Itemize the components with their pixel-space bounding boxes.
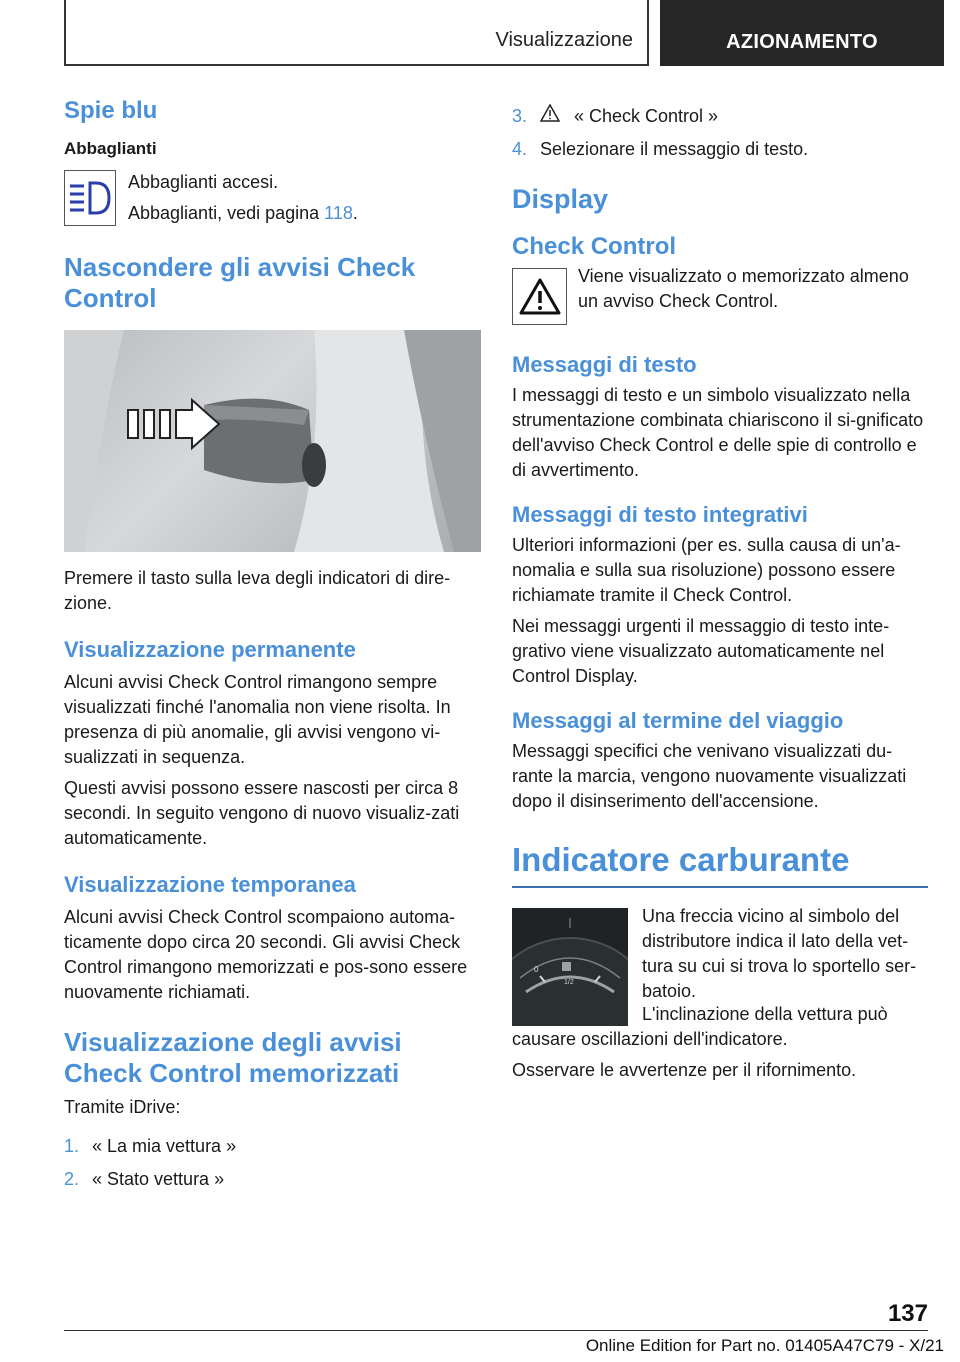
footer-edition: Online Edition for Part no. 01405A47C79 - X/21	[585, 1336, 944, 1355]
header-chapter-label: AZIONAMENTO	[726, 31, 878, 53]
page-link-118[interactable]: 118	[324, 203, 353, 223]
heading-display: Display	[512, 184, 609, 214]
check-control-text: Viene visualizzato o memorizzato almeno un avviso Check Control.	[578, 266, 909, 311]
heading-memorizzati: Visualizzazione degli avvisi Check Control memorizzati	[64, 1027, 402, 1088]
abbaglianti-block: Abbaglianti accesi. Abbaglianti, vedi pagina 118.	[64, 170, 481, 226]
heading-messaggi-testo: Messaggi di testo	[512, 352, 697, 377]
photo-caption: Premere il tasto sulla leva degli indicatori di dire-zione.	[64, 568, 451, 613]
warning-triangle-icon	[512, 268, 567, 325]
header-section-tab	[64, 0, 649, 66]
heading-nascondere: Nascondere gli avvisi Check Control	[64, 252, 416, 313]
fuel-p3: Osservare le avvertenze per il rifornimento.	[512, 1060, 857, 1080]
integrativi-p2: Nei messaggi urgenti il messaggio di testo inte-grativo viene visualizzato automaticamente nel Control Display.	[512, 616, 890, 686]
list-item: 4. Selezionare il messaggio di testo.	[512, 139, 809, 159]
header-section-label: Visualizzazione	[495, 29, 633, 51]
check-control-block	[512, 264, 928, 325]
permanente-p1: Alcuni avvisi Check Control rimangono sempre visualizzati finché l'anomalia non viene risolta. In presenza di più anomalie, gli avvisi vengono vi-sualizzati in sequenza.	[64, 672, 451, 767]
heading-integrativi: Messaggi di testo integrativi	[512, 502, 808, 527]
permanente-p2: Questi avvisi possono essere nascosti per circa 8 secondi. In seguito vengono di nuovo visualiz-zati automaticamente.	[64, 778, 460, 848]
warning-icon	[540, 104, 566, 129]
page-number: 137	[887, 1300, 928, 1327]
footer-divider	[64, 1330, 928, 1331]
heading-permanente: Visualizzazione permanente	[64, 637, 356, 662]
stalk-photo	[64, 330, 481, 552]
fuel-p1: Una freccia vicino al simbolo del distributore indica il lato della vet-tura su cui si trova lo sportello ser-batoio.	[642, 906, 917, 1001]
heading-spie-blu: Spie blu	[64, 97, 158, 124]
memorizzati-intro: Tramite iDrive:	[64, 1097, 181, 1117]
gauge-label-zero: 0	[534, 965, 539, 974]
fuel-p2: L'inclinazione della vettura può causare oscillazioni dell'indicatore.	[512, 1004, 888, 1049]
heading-abbaglianti: Abbaglianti	[64, 139, 157, 158]
gauge-label-half: 1/2	[564, 979, 574, 986]
left-column	[64, 96, 481, 1192]
steps-list-right	[512, 104, 928, 162]
termine-viaggio-p: Messaggi specifici che venivano visualizzati du-rante la marcia, vengono nuovamente visualizzati dopo il disinserimento dell'accensione.	[512, 741, 907, 811]
heading-temporanea: Visualizzazione temporanea	[64, 872, 356, 897]
integrativi-p1: Ulteriori informazioni (per es. sulla causa di un'a-nomalia e sulla sua risoluzione) possono essere richiamate tramite il Check Control.	[512, 535, 901, 605]
messaggi-testo-p: I messaggi di testo e un simbolo visualizzato nella strumentazione combinata chiariscono il si-gnificato dell'avviso Check Control e delle spie di controllo e di avvertimento.	[512, 385, 924, 480]
heading-indicatore-carburante: Indicatore carburante	[512, 840, 928, 888]
list-item: 3. « Check Control »	[512, 104, 928, 129]
steps-list-left	[64, 1134, 481, 1192]
temporanea-p1: Alcuni avvisi Check Control scompaiono automa-ticamente dopo circa 20 secondi. Gli avvisi Check Control rimangono memorizzati e pos-sono essere nuovamente richiamati.	[64, 907, 468, 1002]
abbaglianti-text1: Abbaglianti accesi.	[128, 172, 279, 192]
right-column	[512, 104, 928, 1083]
heading-check-control: Check Control	[512, 233, 677, 260]
abbaglianti-text2: Abbaglianti, vedi pagina	[128, 203, 325, 223]
high-beam-icon	[64, 170, 116, 226]
fuel-gauge-image	[512, 908, 628, 1026]
list-item: 2. « Stato vettura »	[64, 1169, 225, 1189]
header-chapter-tab	[660, 0, 944, 66]
list-item: 1. « La mia vettura »	[64, 1136, 237, 1156]
heading-termine-viaggio: Messaggi al termine del viaggio	[512, 708, 844, 733]
